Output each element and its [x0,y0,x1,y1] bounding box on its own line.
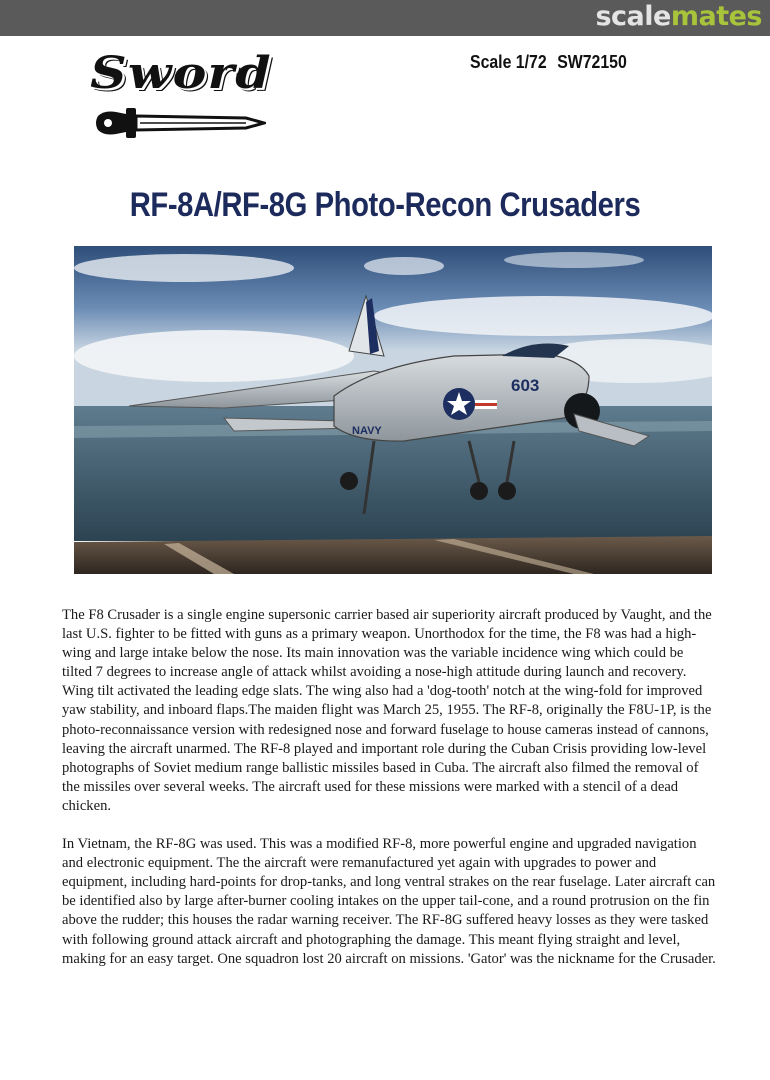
product-code: SW72150 [557,52,627,72]
site-watermark [595,2,762,32]
scale-and-code [470,52,627,73]
watermark-part-2: mates [670,1,762,32]
brand-logo [90,40,272,140]
brand-logo-text: Sword [90,47,272,99]
sword-icon [96,106,266,140]
top-banner [0,0,770,36]
aircraft-navy-marking: NAVY [352,425,382,437]
description [62,606,717,969]
aircraft-tail-code: 603 [511,376,540,395]
description-paragraph: The F8 Crusader is a single engine supersonic carrier based air superiority aircraft produced by Vaught, and the last U.S. fighter to be fitted with guns as a primary weapon. Unorthodox for the time, the F8 was had a high-wing and large intake below the nose. Its main innovation was the variable incidence wing which could be tilted 7 degrees to increase angle of attack whilst avoiding a nose-high attitude during launch and recovery. Wing tilt activated the leading edge slats. The wing also had a 'dog-tooth' notch at the wing-fold for improved yaw stability, and inboard flaps.The maiden flight was March 25, 1955. The RF-8, originally the F8U-1P, is the photo-reconnaissance version with redesigned nose and forward fuselage to house cameras instead of cannons, leaving the aircraft unarmed. The RF-8 played and important role during the Cuban Crisis providing low-level photographs of Soviet medium range ballistic missiles based in Cuba. The aircraft also filmed the removal of the missiles over several weeks. The aircraft used for these missions were marked with a stencil of a dead chicken. [62,607,712,814]
scale-label: Scale 1/72 [470,52,547,72]
watermark-part-1: scale [595,1,671,32]
description-paragraph: In Vietnam, the RF-8G was used. This was a modified RF-8, more powerful engine and upgraded navigation and electronic equipment. The the aircraft were remanufactured yet again with upgrades to power and equipment, including hard-points for drop-tanks, and long ventral strakes on the rear fuselage. Later aircraft can be identified also by large after-burner cooling intakes on the upper tail-cone, and a round protrusion on the fin above the rudder; this houses the radar warning receiver. The RF-8G suffered heavy losses as they were tasked with following ground attack aircraft and photographing the damage. This meant flying straight and level, making for an easy target. One squadron lost 20 aircraft on missions. 'Gator' was the nickname for the Crusader. [62,836,716,967]
aircraft-photo [74,246,712,574]
page-title: RF-8A/RF-8G Photo-Recon Crusaders [129,186,641,224]
